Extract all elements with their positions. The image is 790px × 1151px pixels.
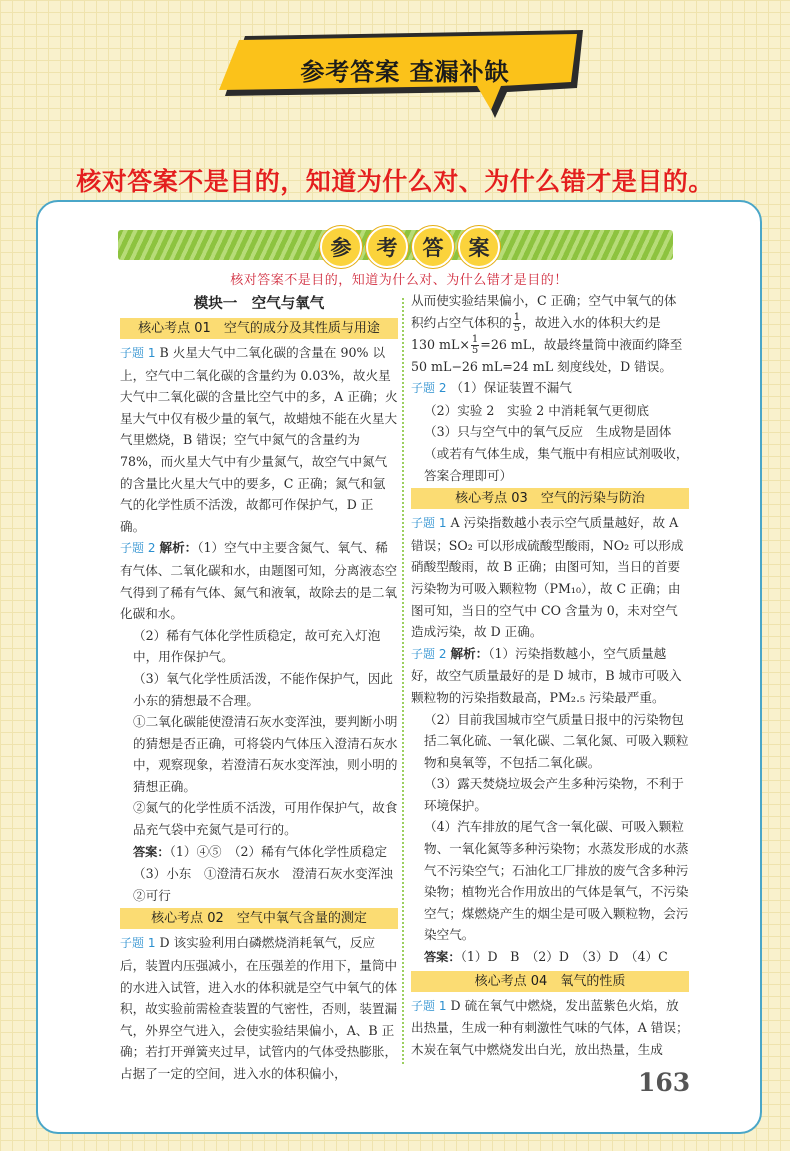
question-answer (120, 932, 398, 1084)
analysis-label: 解析： (450, 645, 489, 661)
title-char: 答 (412, 226, 454, 268)
answer-paragraph: （2）实验 2 实验 2 中消耗氧气更彻底 (424, 402, 649, 418)
card-title (320, 226, 500, 268)
answer-text: 从而使实验结果偏小，C 正确；空气中氧气的体积约占空气体积的 (411, 293, 677, 330)
keypoint-heading: 核心考点 01 空气的成分及其性质与用途 (120, 318, 398, 339)
question-label: 子题 2 (411, 381, 447, 396)
title-char: 考 (366, 226, 408, 268)
page-number: 163 (638, 1068, 691, 1097)
answer-text: （1）空气中主要含氮气、氧气、稀有气体、二氧化碳和水，由题图可知，分离液态空气得到了稀有气体、氮气和液氧，故除去的是二氧化碳和水。 (120, 540, 398, 622)
answer-text: B 火星大气中二氧化碳的含量在 90% 以上，空气中二氧化碳的含量约为 0.03%，故火星大气中二氧化碳的含量比空气中的多，A 正确；火星大气中仅有极少量的氧气，故蜡烛不能在火星大气里燃烧，B 错误；空气中氮气的含量约为 78%，而火星大气中有少量氮气，故空气中氮气的含量比火星大气中的要多，C 正确；氮气和氩气的化学性质不活泼，故都可作保护气，D 正确。 (120, 345, 398, 534)
question-answer (120, 537, 398, 624)
answer-paragraph: （2）稀有气体化学性质稳定，故可充入灯泡中，用作保护气。 (133, 627, 381, 665)
answer-text: （1）保证装置不漏气 (450, 380, 572, 396)
answer-text: （1）D B （2）D （3）D （4）C (460, 949, 668, 965)
question-label: 子题 1 (120, 936, 156, 951)
question-label: 子题 2 (120, 541, 156, 556)
answer-paragraph: ②氮气的化学性质不活泼，可用作保护气，故食品充气袋中充氮气是可行的。 (133, 800, 398, 838)
question-answer (411, 512, 689, 643)
fraction-numerator: 1 (513, 311, 521, 323)
question-label: 子题 2 (411, 646, 447, 661)
question-label: 子题 1 (411, 516, 447, 531)
answer-text: A 污染指数越小表示空气质量越好，故 A 错误；SO₂ 可以形成硫酸型酸雨，NO₂ 可以形成硝酸型酸雨，故 B 正确；由图可知，当日的首要污染物为可吸入颗粒物（PM₁₀），故 C 正确；由图可知，当日的空气中 CO 含量为 0，未对空气造成污染，故 D 正确。 (411, 515, 684, 640)
question-answer (120, 342, 398, 537)
title-char: 案 (458, 226, 500, 268)
answer-text: D 硫在氧气中燃烧，发出蓝紫色火焰，放出热量，生成一种有刺激性气味的气体，A 错误；木炭在氧气中燃烧发出白光，放出热量，生成 (411, 997, 689, 1057)
calc-text: 130 mL× (411, 336, 470, 352)
right-column (411, 290, 689, 1060)
headline: 核对答案不是目的，知道为什么对、为什么错才是目的。 (76, 167, 714, 196)
keypoint-heading: 核心考点 04 氧气的性质 (411, 971, 689, 992)
answer-label: 答案： (133, 844, 170, 859)
answer-text: （1）④⑤ （2）稀有气体化学性质稳定 （3）小东 ①澄清石灰水 澄清石灰水变浑浊 ②可行 (133, 843, 406, 903)
answer-text: D 该实验利用白磷燃烧消耗氧气，反应后，装置内压强减小，在压强差的作用下，量筒中的水进入试管，进入水的体积就是空气中氧气的体积，故实验前需检查装置的气密性，否则，装置漏气，外界空气进入，会使实验结果偏小，A、B 正确；若打开弹簧夹过早，试管内的气体受热膨胀，占据了一定的空间，进入水的体积偏小， (120, 935, 398, 1081)
final-answer (411, 946, 689, 969)
fraction-denominator: 5 (513, 322, 521, 334)
keypoint-heading: 核心考点 02 空气中氧气含量的测定 (120, 908, 398, 929)
question-label: 子题 1 (411, 998, 447, 1013)
title-char: 参 (320, 226, 362, 268)
card-subtitle: 核对答案不是目的，知道为什么对、为什么错才是目的！ (230, 273, 568, 288)
answer-paragraph: （3）露天焚烧垃圾会产生多种污染物，不利于环境保护。 (424, 776, 684, 813)
answer-paragraph: （3）氧气化学性质活泼，不能作保护气，因此小东的猜想最不合理。 (133, 670, 393, 708)
left-column (120, 290, 406, 1085)
fraction (513, 313, 521, 334)
question-answer (411, 995, 689, 1061)
answer-text: （1）污染指数越小，空气质量越好，故空气质量最好的是 D 城市，B 城市可吸入颗粒物的污染指数最高，PM₂.₅ 污染最严重。 (411, 645, 682, 705)
fraction-denominator: 5 (471, 344, 479, 356)
module-title: 模块一 空气与氧气 (193, 295, 325, 312)
question-answer (411, 377, 689, 400)
column-divider (402, 298, 404, 1064)
answer-paragraph: （3）只与空气中的氧气反应 生成物是固体（或若有气体生成，集气瓶中有相应试剂吸收，答案合理即可） (424, 424, 689, 483)
answer-text: ，故进入水的体积大约是 (522, 314, 661, 330)
analysis-label: 解析： (159, 540, 198, 556)
fraction (471, 335, 479, 356)
question-answer (411, 643, 689, 709)
answer-paragraph: （4）汽车排放的尾气含一氧化碳、可吸入颗粒物、一氧化氮等多种污染物；水蒸发形成的水蒸气不污染空气；石油化工厂排放的废气含多种污染物；植物光合作用放出的气体是氧气，不污染空气；煤燃烧产生的烟尘是可吸入颗粒物，会污染空气。 (424, 819, 689, 943)
fraction-numerator: 1 (471, 333, 479, 345)
answer-paragraph: （2）目前我国城市空气质量日报中的污染物包括二氧化硫、一氧化碳、二氧化氮、可吸入颗粒物和臭氧等，不包括二氧化碳。 (424, 711, 689, 770)
final-answer (120, 841, 406, 907)
keypoint-heading: 核心考点 03 空气的污染与防治 (411, 488, 689, 509)
calc-text: =26 mL，故最终量筒中液面约降至 50 mL−26 mL=24 mL 刻度线处，D 错误。 (411, 336, 683, 374)
answer-paragraph: ①二氧化碳能使澄清石灰水变浑浊，要判断小明的猜想是否正确，可将袋内气体压入澄清石灰水中，观察现象，若澄清石灰水变浑浊，则小明的猜想正确。 (133, 714, 398, 794)
answer-label: 答案： (424, 950, 461, 965)
answer-card (36, 200, 762, 1134)
question-label: 子题 1 (120, 346, 156, 360)
answer-continuation (411, 290, 689, 377)
banner-title: 参考答案 查漏补缺 (300, 58, 510, 86)
